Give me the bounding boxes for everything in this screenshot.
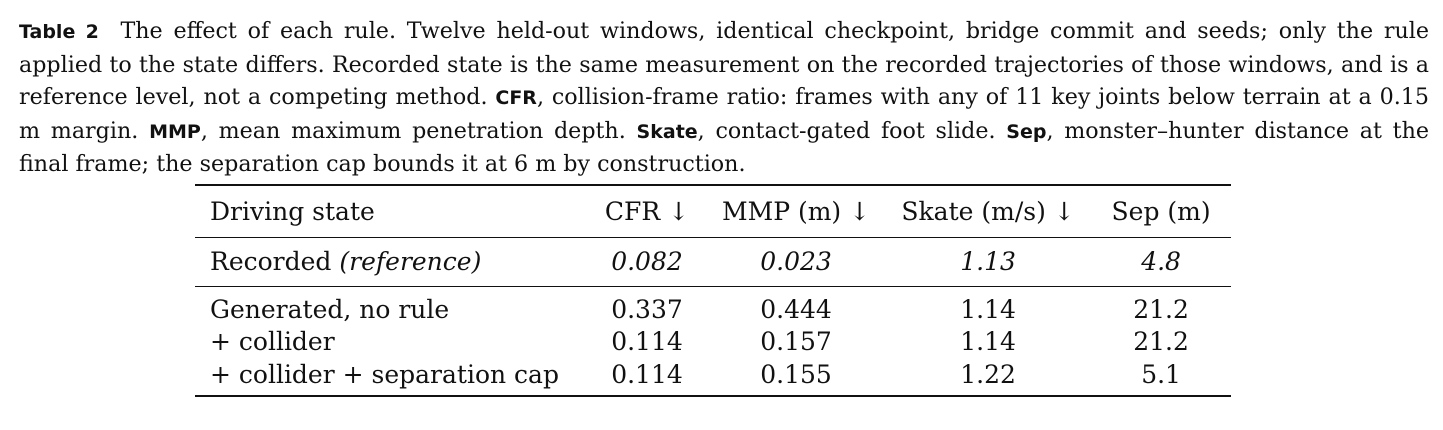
caption-term-sep: Sep bbox=[1006, 120, 1047, 143]
header-skate: Skate (m/s) ↓ bbox=[885, 185, 1091, 237]
row-label-note: (reference) bbox=[339, 247, 482, 276]
row-label bbox=[195, 237, 587, 286]
table-row bbox=[195, 324, 1231, 360]
table-row-reference bbox=[195, 237, 1231, 286]
table-row bbox=[195, 286, 1231, 324]
cell-cfr: 0.337 bbox=[611, 294, 683, 324]
caption-text: The effect of each rule. Twelve held-out windows, identical checkpoint, bridge commit and seeds; only the rule applied to the state differs. Recorded state is the same measurement on the recorded trajectories of those windows, and is a reference level, not a competing method. bbox=[19, 18, 1429, 110]
row-label-text: Recorded bbox=[210, 247, 332, 276]
caption-desc-sep: , monster–hunter distance at the final frame; the separation cap bounds it at 6 m by construction. bbox=[19, 117, 1430, 177]
cell-mmp: 0.157 bbox=[760, 327, 832, 356]
cell-mmp: 0.444 bbox=[760, 294, 832, 324]
cell-skate: 1.22 bbox=[885, 360, 1091, 396]
cell-sep: 4.8 bbox=[1091, 237, 1231, 286]
cell-mmp: 0.155 bbox=[707, 360, 885, 396]
caption-desc-mmp: , mean maximum penetration depth. bbox=[200, 117, 626, 144]
cell-skate: 1.14 bbox=[960, 327, 1016, 356]
table-header bbox=[195, 185, 1231, 237]
row-label: + collider bbox=[210, 327, 335, 356]
results-section bbox=[195, 286, 1231, 396]
reference-section bbox=[195, 237, 1231, 286]
header-cfr: CFR ↓ bbox=[587, 185, 707, 237]
cell-skate: 1.14 bbox=[960, 294, 1016, 324]
cell-cfr: 0.114 bbox=[587, 360, 707, 396]
caption-desc-skate: , contact-gated foot slide. bbox=[697, 117, 996, 144]
header-mmp: MMP (m) ↓ bbox=[707, 185, 885, 237]
caption-label: Table 2 bbox=[19, 21, 99, 43]
cell-sep: 21.2 bbox=[1133, 327, 1189, 356]
caption-desc-cfr: , collision-frame ratio: frames with any of 11 key joints below terrain at a 0.15 m margin. bbox=[19, 84, 1429, 144]
cell-mmp: 0.023 bbox=[707, 237, 885, 286]
cell-sep: 5.1 bbox=[1091, 360, 1231, 396]
results-table-container bbox=[195, 184, 1231, 397]
header-driving-state: Driving state bbox=[195, 185, 587, 237]
cell-cfr: 0.082 bbox=[587, 237, 707, 286]
cell-skate: 1.13 bbox=[885, 237, 1091, 286]
caption-term-mmp: MMP bbox=[149, 120, 201, 143]
caption-term-cfr: CFR bbox=[495, 87, 537, 109]
table-caption bbox=[19, 15, 1429, 181]
cell-sep: 21.2 bbox=[1133, 294, 1189, 324]
row-label: Generated, no rule bbox=[210, 294, 450, 324]
header-sep: Sep (m) bbox=[1091, 185, 1231, 237]
cell-cfr: 0.114 bbox=[611, 327, 683, 356]
table-row bbox=[195, 360, 1231, 396]
row-label: + collider + separation cap bbox=[195, 360, 587, 396]
caption-term-skate: Skate bbox=[636, 120, 698, 143]
results-table bbox=[195, 184, 1231, 397]
header-row bbox=[195, 185, 1231, 237]
